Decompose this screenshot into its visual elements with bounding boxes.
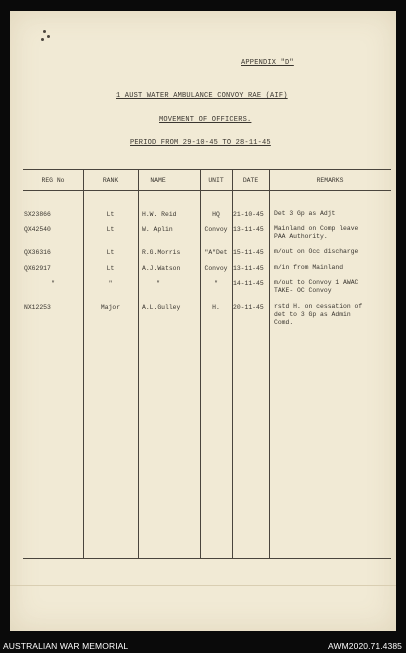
footer-accession-number: AWM2020.71.4385 xyxy=(328,641,402,651)
column-header-reg-no: REG No xyxy=(41,177,65,184)
date-cell: 21-10-45 xyxy=(233,211,264,218)
period-heading: PERIOD FROM 29-10-45 TO 28-11-45 xyxy=(130,139,271,147)
column-header-date: DATE xyxy=(242,177,259,184)
name-cell: H.W. Reid xyxy=(142,211,177,218)
appendix-label: APPENDIX "D" xyxy=(241,59,294,67)
reg-no-cell: QX62917 xyxy=(24,265,51,272)
name-cell: " xyxy=(156,280,160,287)
document-subtitle: MOVEMENT OF OFFICERS. xyxy=(159,116,252,124)
remarks-cell: m/out on Occ discharge xyxy=(274,248,359,255)
footer-credit: AUSTRALIAN WAR MEMORIAL xyxy=(3,641,129,651)
unit-cell: H. xyxy=(212,304,220,311)
unit-cell: " xyxy=(214,280,218,287)
date-cell: 13-11-45 xyxy=(233,265,264,272)
date-cell: 13-11-45 xyxy=(233,226,264,233)
name-cell: W. Aplin xyxy=(142,226,173,233)
column-header-name: NAME xyxy=(150,177,166,184)
remarks-cell: Det 3 Gp as Adjt xyxy=(274,210,336,217)
remarks-cell: Mainland on Comp leave PAA Authority. xyxy=(274,225,359,240)
document-page xyxy=(10,11,396,631)
reg-no-cell: QX36316 xyxy=(24,249,51,256)
rank-cell: " xyxy=(108,280,113,287)
reg-no-cell: " xyxy=(51,280,55,287)
unit-cell: "A"Det xyxy=(204,249,228,256)
remarks-cell: rstd H. on cessation of det to 3 Gp as Admin Comd. xyxy=(274,303,363,326)
rank-cell: Major xyxy=(100,304,121,311)
unit-title: 1 AUST WATER AMBULANCE CONVOY RAE (AIF) xyxy=(116,92,288,100)
name-cell: A.L.Gulley xyxy=(142,304,181,311)
column-header-unit: UNIT xyxy=(208,177,224,184)
reg-no-cell: QX42540 xyxy=(24,226,51,233)
paper-fold-line xyxy=(10,585,396,586)
remarks-cell: m/out to Convoy 1 AWAC TAKE- OC Convoy xyxy=(274,279,359,294)
name-cell: R.G.Morris xyxy=(142,249,181,256)
rank-cell: Lt xyxy=(106,249,115,256)
rank-cell: Lt xyxy=(106,226,115,233)
name-cell: A.J.Watson xyxy=(142,265,181,272)
unit-cell: HQ xyxy=(212,211,220,218)
date-cell: 14-11-45 xyxy=(233,280,264,287)
column-header-rank: RANK xyxy=(102,177,119,184)
punch-hole-mark xyxy=(43,30,46,33)
punch-hole-mark xyxy=(41,38,44,41)
unit-cell: Convoy xyxy=(204,265,228,272)
rank-cell: Lt xyxy=(106,265,115,272)
remarks-cell: m/in from Mainland xyxy=(274,264,344,271)
date-cell: 15-11-45 xyxy=(233,249,264,256)
punch-hole-mark xyxy=(47,35,50,38)
column-header-remarks: REMARKS xyxy=(316,177,344,184)
date-cell: 20-11-45 xyxy=(233,304,264,311)
unit-cell: Convoy xyxy=(204,226,228,233)
reg-no-cell: SX23866 xyxy=(24,211,51,218)
reg-no-cell: NX12253 xyxy=(24,304,51,311)
rank-cell: Lt xyxy=(106,211,115,218)
